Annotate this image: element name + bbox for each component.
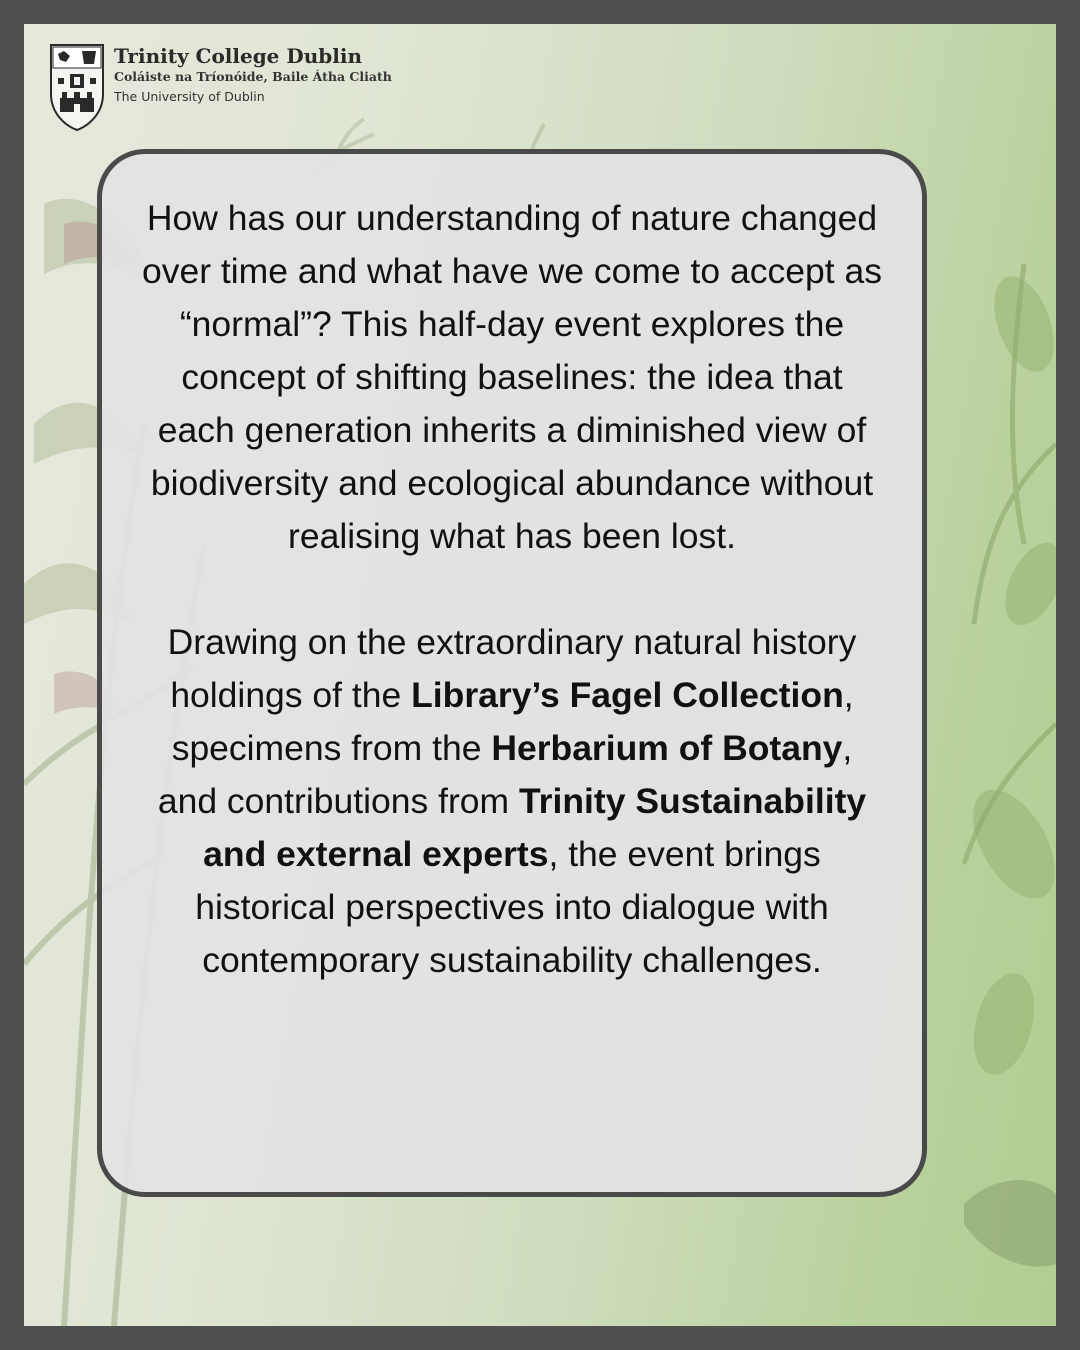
university-subtitle: The University of Dublin [114, 89, 265, 104]
paragraph-spacer [142, 563, 882, 616]
university-irish-name: Coláiste na Tríonóide, Baile Átha Cliath [114, 69, 392, 84]
university-name: Trinity College Dublin [114, 44, 362, 68]
sustainability-experts-highlight: Trinity Sustainability and external experts [203, 781, 867, 874]
paragraph-2-text-4: , the event brings historical perspectives into dialogue with contemporary sustainability challenges. [195, 834, 829, 980]
tcd-logo [48, 42, 392, 132]
description-paragraph-1: How has our understanding of nature changed over time and what have we come to accept as “normal”? This half-day event explores the concept of shifting baselines: the idea that each generation inherits a diminished view of biodiversity and ecological abundance without realising what has been lost. [142, 198, 882, 556]
fagel-collection-highlight: Library’s Fagel Collection [411, 675, 844, 715]
paragraph-2-text-1: Drawing on the extraordinary natural history holdings of the [167, 622, 857, 715]
crest-icon [48, 42, 106, 132]
herbarium-highlight: Herbarium of Botany [491, 728, 843, 768]
description-paragraph-2 [142, 616, 882, 987]
paragraph-2-text-2: , specimens from the [171, 675, 854, 768]
paragraph-2-text-3: , and contributions from [157, 728, 853, 821]
event-description-card [97, 149, 927, 1197]
